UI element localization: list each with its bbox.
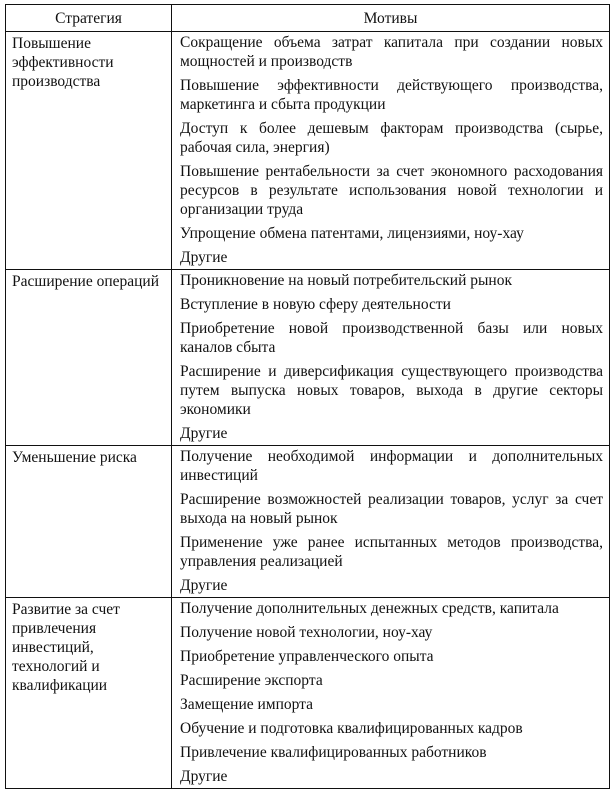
table-body <box>6 32 610 789</box>
header-strategy: Стратегия <box>6 5 172 32</box>
motive-item: Другие <box>180 425 228 442</box>
motive-item: Приобретение управленческого опыта <box>180 648 434 665</box>
table-row <box>6 32 610 270</box>
motive-item: Повышение эффективности действующего производства, маркетинга и сбыта продукции <box>180 77 603 113</box>
motive-item: Другие <box>180 577 228 594</box>
motive-item: Получение дополнительных денежных средств, капитала <box>180 600 559 617</box>
motives-cell <box>172 598 610 789</box>
motive-item: Привлечение квалифицированных работников <box>180 744 487 761</box>
strategy-cell: Развитие за счет привлечения инвестиций, технологий и квалификации <box>6 598 172 789</box>
motive-item: Другие <box>180 768 228 785</box>
motive-item: Вступление в новую сферу деятельности <box>180 296 451 313</box>
motives-cell <box>172 270 610 446</box>
motive-item: Замещение импорта <box>180 696 314 713</box>
strategy-cell: Уменьшение риска <box>6 446 172 598</box>
motive-item: Получение необходимой информации и дополнительных инвестиций <box>180 448 603 484</box>
motives-cell <box>172 446 610 598</box>
motive-item: Приобретение новой производственной базы или новых каналов сбыта <box>180 320 603 356</box>
motives-cell <box>172 32 610 270</box>
table-header-row <box>6 5 610 32</box>
motive-item: Проникновение на новый потребительский рынок <box>180 272 512 289</box>
strategy-cell: Расширение операций <box>6 270 172 446</box>
motive-item: Другие <box>180 249 228 266</box>
motive-item: Доступ к более дешевым факторам производства (сырье, рабочая сила, энергия) <box>180 120 603 156</box>
motive-item: Обучение и подготовка квалифицированных кадров <box>180 720 523 737</box>
motive-item: Получение новой технологии, ноу-хау <box>180 624 433 641</box>
strategy-cell: Повышение эффективности производства <box>6 32 172 270</box>
motive-item: Расширение экспорта <box>180 672 323 689</box>
motive-item: Расширение возможностей реализации товаров, услуг за счет выхода на новый рынок <box>180 491 603 527</box>
motive-item: Сокращение объема затрат капитала при создании новых мощностей и производств <box>180 34 603 70</box>
motive-item: Применение уже ранее испытанных методов производства, управления реализацией <box>180 534 603 570</box>
motive-item: Упрощение обмена патентами, лицензиями, ноу-хау <box>180 225 524 242</box>
document-page <box>5 4 609 789</box>
motive-item: Расширение и диверсификация существующего производства путем выпуска новых товаров, выхода в другие секторы экономики <box>180 363 603 418</box>
table-row <box>6 270 610 446</box>
table-row <box>6 446 610 598</box>
header-motives: Мотивы <box>172 5 610 32</box>
strategy-motives-table <box>5 4 610 789</box>
table-row <box>6 598 610 789</box>
motive-item: Повышение рентабельности за счет экономного расходования ресурсов в результате использования новой технологии и организации труда <box>180 163 603 218</box>
